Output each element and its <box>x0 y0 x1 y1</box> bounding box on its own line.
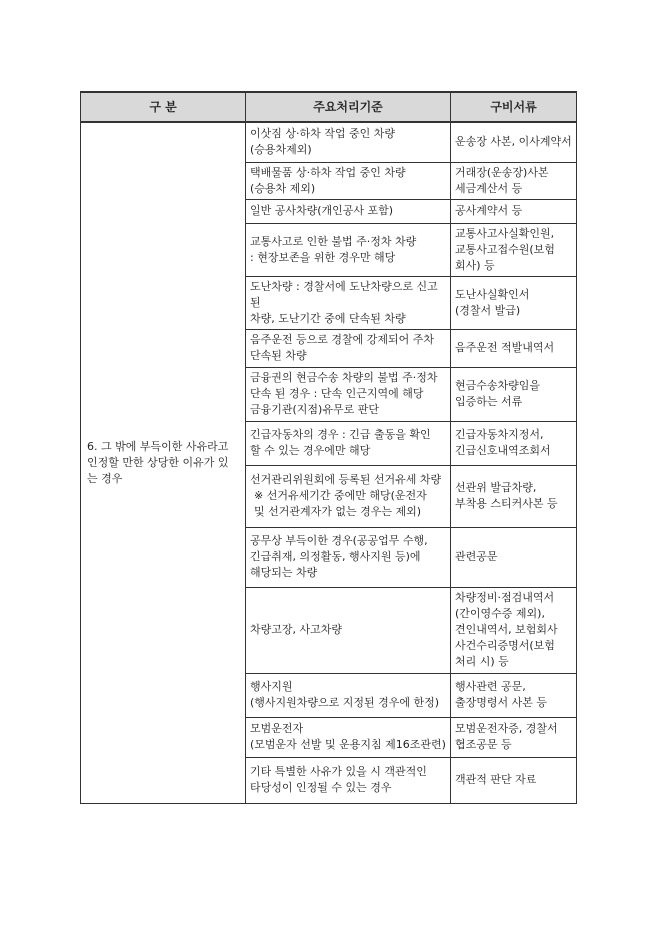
documents-line: (간이영수증 제외), <box>455 607 545 620</box>
criteria-cell <box>246 199 451 223</box>
documents-line: 입증하는 서류 <box>455 395 523 408</box>
documents-cell <box>451 329 577 367</box>
documents-cell <box>451 162 577 199</box>
criteria-line: 선거관리위원회에 등록된 선거유세 차량 <box>250 473 442 486</box>
header-documents: 구비서류 <box>451 92 577 122</box>
criteria-line: 단속된 차량 <box>250 349 307 362</box>
documents-cell <box>451 223 577 276</box>
documents-line: 교통사고접수원(보험 <box>455 242 555 256</box>
criteria-line: 차량, 도난기간 중에 단속된 차량 <box>250 311 406 325</box>
criteria-note: ※ 선거유세기간 중에만 해당(운전자 <box>254 489 427 502</box>
criteria-cell <box>246 223 451 276</box>
documents-line: 도난사실확인서 <box>455 287 530 301</box>
documents-cell <box>451 465 577 527</box>
documents-line: 견인내역서, 보험회사 <box>455 623 558 636</box>
criteria-line: 단속 된 경우 : 단속 인근지역에 해당 <box>250 387 424 400</box>
documents-line: 교통사고사실확인원, <box>455 226 555 240</box>
header-criteria: 주요처리기준 <box>246 92 451 122</box>
criteria-line: 이삿짐 상·하차 작업 중인 차량 <box>250 127 395 141</box>
criteria-cell <box>246 367 451 421</box>
documents-line: 음주운전 적발내역서 <box>455 341 555 354</box>
documents-line: 선관위 발급차량, <box>455 481 537 494</box>
documents-line: 객관적 판단 자료 <box>455 773 537 786</box>
criteria-line: 택배물품 상·하차 작업 중인 차량 <box>250 165 406 179</box>
table-header-row <box>81 92 577 122</box>
documents-line: 모범운전자증, 경찰서 <box>455 722 558 735</box>
table-body <box>81 122 577 803</box>
criteria-line: 도난차량 : 경찰서에 도난차량으로 신고 된 <box>250 279 438 309</box>
criteria-line: 긴급취재, 의정활동, 행사지원 등)에 <box>250 550 421 563</box>
criteria-line: 기타 특별한 사유가 있을 시 객관적인 <box>250 765 427 778</box>
criteria-line: (승용차 제외) <box>250 181 316 195</box>
criteria-line: 금융권의 현금수송 차량의 불법 주·정차 <box>250 371 438 384</box>
documents-line: 회사) 등 <box>455 258 495 272</box>
category-cell: 6. 그 밖에 부득이한 사유라고 인정할 만한 상당한 이유가 있는 경우 <box>81 122 246 803</box>
documents-cell <box>451 199 577 223</box>
criteria-cell <box>246 421 451 465</box>
documents-line: 운송장 사본, 이사계약서 <box>455 135 572 149</box>
criteria-line: 해당되는 차량 <box>250 566 318 579</box>
criteria-line: 모범운전자 <box>250 722 304 735</box>
documents-line: 사건수리증명서(보험 <box>455 639 555 652</box>
criteria-cell <box>246 465 451 527</box>
documents-cell <box>451 757 577 803</box>
criteria-line: : 현장보존을 위한 경우만 해당 <box>250 250 396 264</box>
criteria-line: (모범운자 선발 및 운용지침 제16조관련) <box>250 738 446 751</box>
documents-line: 차량정비·점검내역서 <box>455 591 555 604</box>
documents-line: 공사계약서 등 <box>455 204 523 217</box>
criteria-cell <box>246 122 451 162</box>
documents-line: 긴급자동차지정서, <box>455 428 544 441</box>
criteria-cell <box>246 329 451 367</box>
criteria-line: 교통사고로 인한 불법 주·정차 차량 <box>250 234 417 248</box>
criteria-line: 행사지원 <box>250 680 293 693</box>
documents-cell <box>451 587 577 673</box>
documents-line: 관련공문 <box>455 550 498 563</box>
criteria-line: 차량고장, 사고차량 <box>250 623 343 636</box>
documents-line: 협조공문 등 <box>455 738 512 751</box>
criteria-line: 금융기관(지점)유무로 판단 <box>250 403 379 416</box>
documents-cell <box>451 122 577 162</box>
documents-line: 현금수송차량임을 <box>455 379 541 392</box>
criteria-note: 및 선거관계자가 없는 경우는 제외) <box>254 505 422 518</box>
criteria-line: 일반 공사차량(개인공사 포함) <box>250 204 394 217</box>
documents-line: 부착용 스티커사본 등 <box>455 497 558 510</box>
table-row <box>81 122 577 162</box>
criteria-line: (행사지원차량으로 지정된 경우에 한정) <box>250 696 440 709</box>
documents-line: (경찰서 발급) <box>455 303 521 317</box>
documents-cell <box>451 276 577 329</box>
documents-line: 거래장(운송장)사본 <box>455 165 549 179</box>
criteria-line: 공무상 부득이한 경우(공공업무 수행, <box>250 534 428 547</box>
criteria-line: 타당성이 인정될 수 있는 경우 <box>250 781 392 794</box>
criteria-cell <box>246 162 451 199</box>
criteria-cell <box>246 757 451 803</box>
documents-cell <box>451 673 577 717</box>
criteria-line: 음주운전 등으로 경찰에 강제되어 주차 <box>250 333 435 346</box>
criteria-line: 할 수 있는 경우에만 해당 <box>250 444 371 457</box>
criteria-cell <box>246 527 451 587</box>
documents-cell <box>451 717 577 757</box>
documents-cell <box>451 527 577 587</box>
header-category: 구 분 <box>81 92 246 122</box>
criteria-cell <box>246 717 451 757</box>
criteria-line: (승용차제외) <box>250 143 312 157</box>
documents-cell <box>451 367 577 421</box>
documents-line: 긴급신호내역조회서 <box>455 444 551 457</box>
documents-line: 처리 시) 등 <box>455 655 509 668</box>
documents-line: 출장명령서 사본 등 <box>455 696 548 709</box>
documents-line: 행사관련 공문, <box>455 680 526 693</box>
criteria-cell <box>246 673 451 717</box>
criteria-line: 긴급자동차의 경우 : 긴급 출동을 확인 <box>250 428 431 441</box>
documents-cell <box>451 421 577 465</box>
criteria-cell <box>246 587 451 673</box>
criteria-cell <box>246 276 451 329</box>
documents-line: 세금계산서 등 <box>455 181 523 195</box>
criteria-table <box>80 91 577 804</box>
